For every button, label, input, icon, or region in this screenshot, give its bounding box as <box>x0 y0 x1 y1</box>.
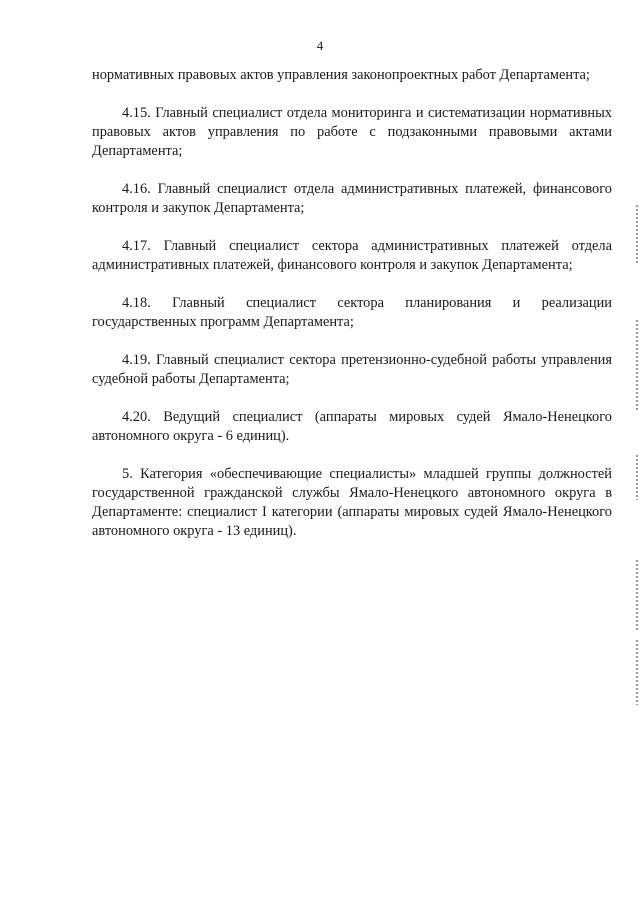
paragraph-item-4-20: 4.20. Ведущий специалист (аппараты мировых судей Ямало-Ненецкого автономного округа - 6 единиц). <box>92 409 612 444</box>
paragraph-item-4-19: 4.19. Главный специалист сектора претензионно-судебной работы управления судебной работы Департамента; <box>92 352 612 387</box>
paragraph-item-4-15: 4.15. Главный специалист отдела мониторинга и систематизации нормативных правовых актов управления по работе с подзаконными правовыми актами Департамента; <box>92 105 612 159</box>
scan-edge-mark <box>636 205 638 265</box>
document-body <box>92 66 612 560</box>
paragraph-continuation: нормативных правовых актов управления законопроектных работ Департамента; <box>92 67 590 83</box>
paragraph-item-4-16: 4.16. Главный специалист отдела административных платежей, финансового контроля и закупок Департамента; <box>92 181 612 216</box>
scan-edge-mark <box>636 455 638 500</box>
scan-edge-mark <box>636 320 638 410</box>
scan-edge-mark <box>636 640 638 705</box>
paragraph-item-4-18: 4.18. Главный специалист сектора планирования и реализации государственных программ Департамента; <box>92 295 612 330</box>
paragraph-item-5: 5. Категория «обеспечивающие специалисты» младшей группы должностей государственной гражданской службы Ямало-Ненецкого автономного округа в Департаменте: специалист I категории (аппараты мировых судей Ямало-Ненецкого автономного округа - 13 единиц). <box>92 466 612 539</box>
page-number: 4 <box>316 38 324 53</box>
paragraph-item-4-17: 4.17. Главный специалист сектора административных платежей отдела административных платежей, финансового контроля и закупок Департамента; <box>92 238 612 273</box>
scan-edge-mark <box>636 560 638 630</box>
